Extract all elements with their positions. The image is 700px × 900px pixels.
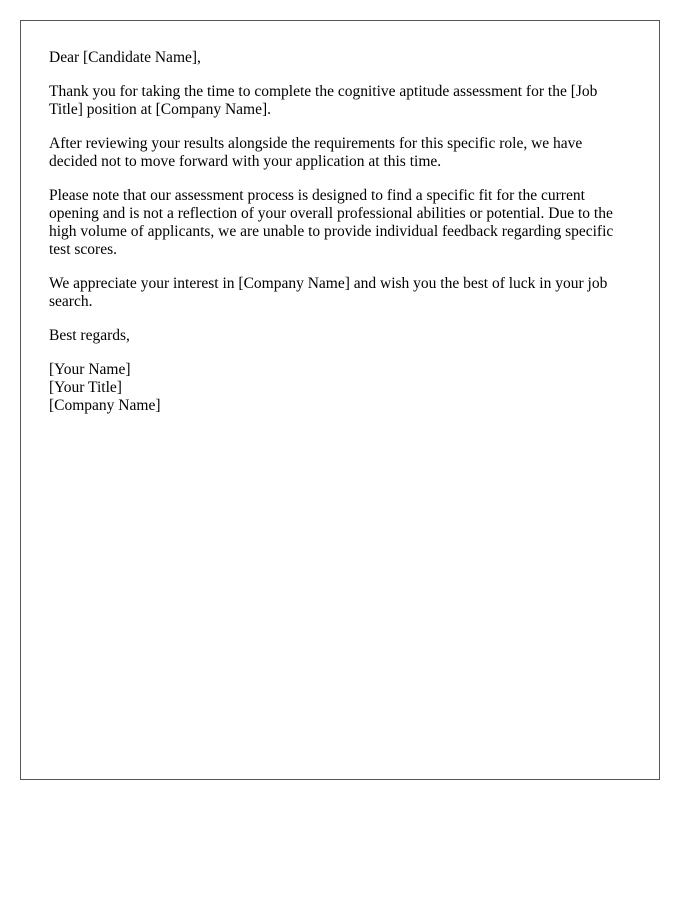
- closing: Best regards,: [49, 327, 130, 344]
- signature-title: [Your Title]: [49, 379, 122, 396]
- letter-document: [20, 20, 660, 780]
- paragraph-intro: Thank you for taking the time to complete the cognitive aptitude assessment for the [Job Title] position at [Company Name].: [49, 83, 598, 118]
- signature-company: [Company Name]: [49, 397, 161, 414]
- signature-name: [Your Name]: [49, 361, 131, 378]
- paragraph-decision: After reviewing your results alongside the requirements for this specific role, we have decided not to move forward with your application at this time.: [49, 135, 583, 170]
- paragraph-note: Please note that our assessment process is designed to find a specific fit for the current opening and is not a reflection of your overall professional abilities or potential. Due to the high volume of applicants, we are unable to provide individual feedback regarding specific test scores.: [49, 187, 614, 258]
- signature-block: [49, 361, 631, 415]
- salutation: Dear [Candidate Name],: [49, 49, 201, 66]
- paragraph-appreciation: We appreciate your interest in [Company Name] and wish you the best of luck in your job search.: [49, 275, 608, 310]
